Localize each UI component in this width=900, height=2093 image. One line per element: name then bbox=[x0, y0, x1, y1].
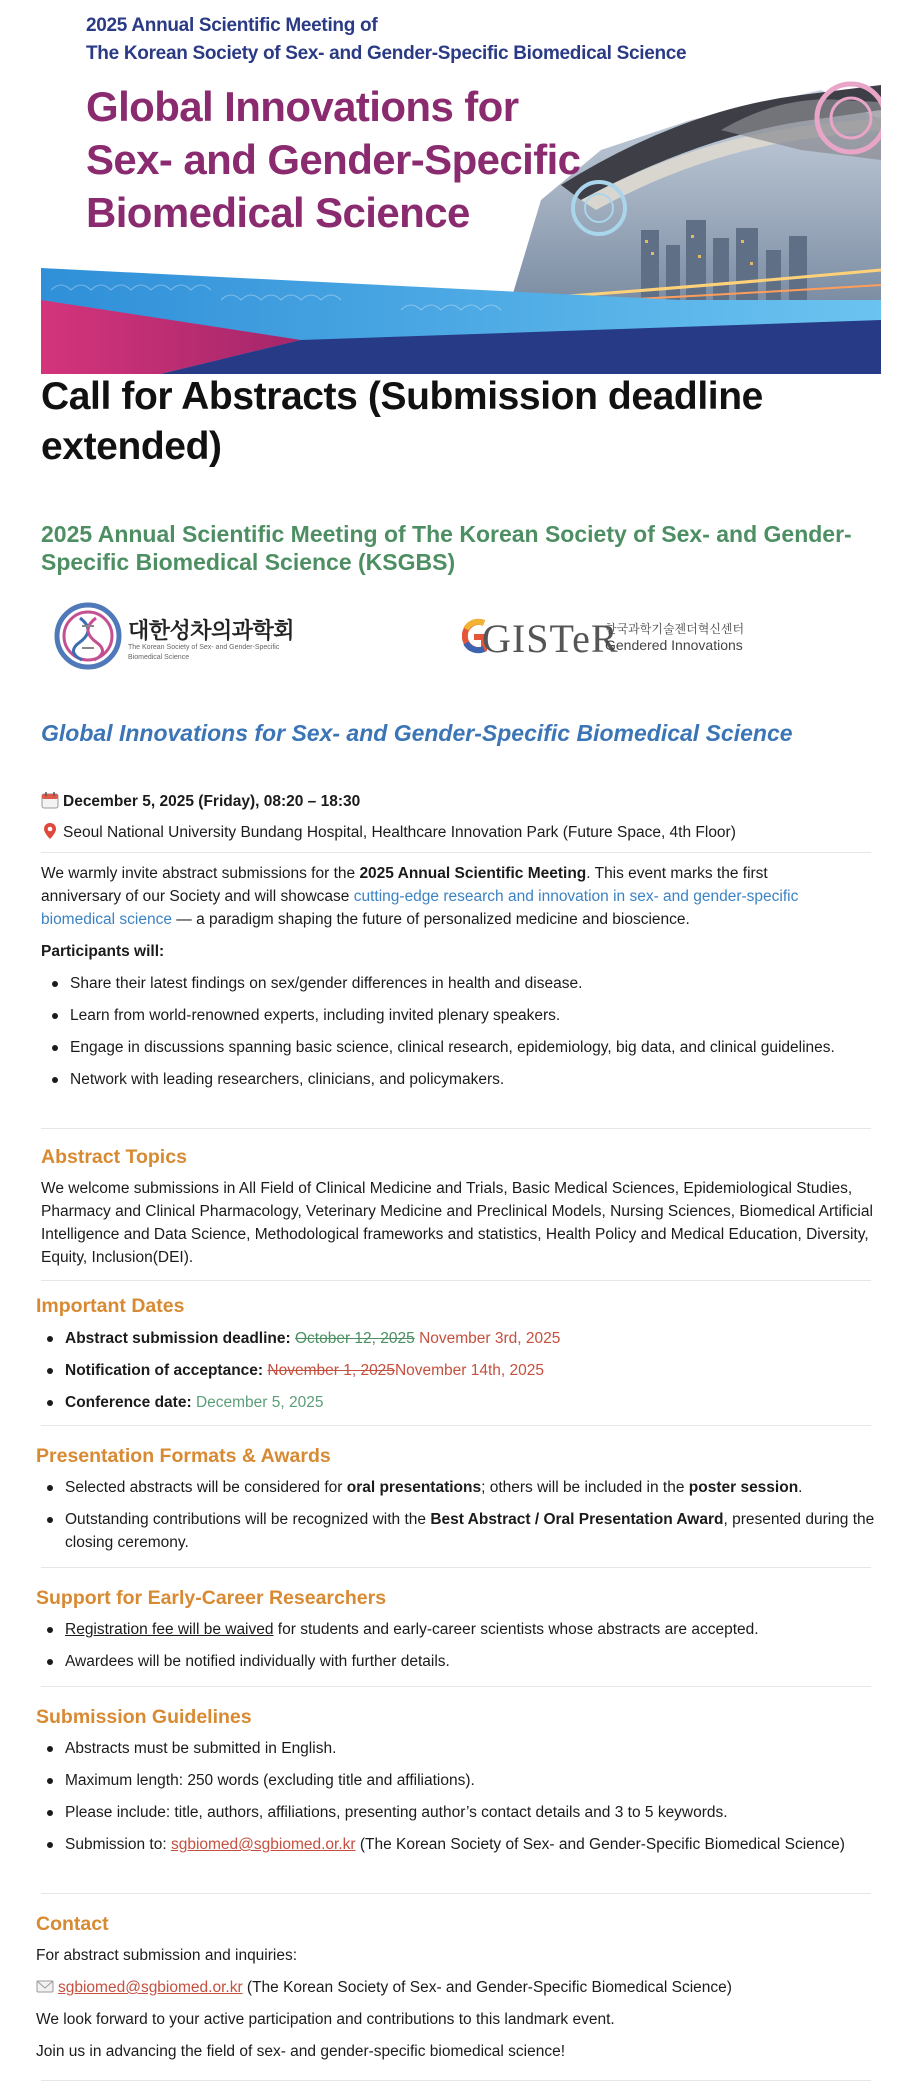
divider bbox=[41, 852, 871, 853]
notification-new-date: November 14th, 2025 bbox=[394, 1362, 545, 1379]
section-title-submission-guidelines: Submission Guidelines bbox=[36, 1706, 252, 1728]
list-item-emphasis: oral presentations bbox=[346, 1479, 482, 1496]
tagline: Global Innovations for Sex- and Gender-Specific Biomedical Science bbox=[41, 720, 793, 746]
list-item: Maximum length: 250 words (excluding title and affiliations). bbox=[36, 1769, 876, 1792]
gister-logo-english: Gendered Innovations bbox=[605, 637, 743, 653]
formats-list bbox=[36, 1476, 876, 1554]
divider bbox=[41, 1280, 871, 1281]
list-item-text: . bbox=[798, 1479, 803, 1496]
list-item: Learn from world-renowned experts, including invited plenary speakers. bbox=[41, 1004, 871, 1027]
intro-paragraph-line2 bbox=[41, 885, 871, 908]
list-item-text: Outstanding contributions will be recognized with the bbox=[65, 1511, 431, 1528]
guidelines-list bbox=[36, 1737, 876, 1856]
fee-waiver-text: Registration fee will be waived bbox=[65, 1621, 274, 1638]
intro-meeting-name: 2025 Annual Scientific Meeting bbox=[359, 865, 587, 882]
conference-label: Conference date: bbox=[65, 1394, 192, 1411]
closing-line1: We look forward to your active participation and contributions to this landmark event. bbox=[36, 2011, 615, 2028]
intro-text: anniversary of our Society and will showcase bbox=[41, 888, 354, 905]
list-item: Abstracts must be submitted in English. bbox=[36, 1737, 876, 1760]
gister-logo-korean: 한국과학기술젠더혁신센터 bbox=[605, 622, 745, 636]
notification-label: Notification of acceptance: bbox=[65, 1362, 264, 1379]
divider bbox=[41, 1425, 871, 1426]
banner-headline bbox=[86, 80, 580, 239]
intro-highlight: biomedical science bbox=[41, 911, 172, 928]
list-item-emphasis: Best Abstract / Oral Presentation Award bbox=[430, 1511, 724, 1528]
list-item bbox=[36, 1508, 876, 1554]
support-list bbox=[36, 1618, 876, 1673]
section-title-abstract-topics: Abstract Topics bbox=[41, 1146, 187, 1168]
list-item-text: Selected abstracts will be considered for bbox=[65, 1479, 347, 1496]
list-item-text: ; others will be included in the bbox=[481, 1479, 689, 1496]
list-item: Please include: title, authors, affiliations, presenting author’s contact details and 3 to 5 keywords. bbox=[36, 1801, 876, 1824]
divider bbox=[41, 1128, 871, 1129]
banner-headline-line1: Global Innovations for bbox=[86, 83, 519, 130]
ksgbs-logo-english: The Korean Society of Sex- and Gender-Specific Biomedical Science bbox=[128, 644, 280, 661]
gister-logo-word-text: GISTeR bbox=[482, 616, 619, 661]
envelope-icon bbox=[36, 1977, 54, 1995]
list-item-notification bbox=[36, 1359, 876, 1382]
section-title-presentation-formats: Presentation Formats & Awards bbox=[36, 1445, 331, 1467]
divider bbox=[41, 1686, 871, 1687]
contact-email-line bbox=[36, 1976, 866, 1999]
list-item: Engage in discussions spanning basic science, clinical research, epidemiology, big data, and clinical guidelines. bbox=[41, 1036, 841, 1059]
participants-list bbox=[41, 972, 871, 1091]
intro-highlight: cutting-edge research and innovation in sex- and gender-specific bbox=[353, 888, 799, 905]
divider bbox=[41, 1567, 871, 1568]
conference-date: December 5, 2025 bbox=[195, 1394, 324, 1411]
notification-old-date: November 1, 2025 bbox=[267, 1362, 395, 1379]
section-title-contact: Contact bbox=[36, 1913, 109, 1935]
divider bbox=[41, 1893, 871, 1894]
deadline-old-date: October 12, 2025 bbox=[294, 1330, 415, 1347]
event-date bbox=[41, 790, 871, 813]
list-item-text: (The Korean Society of Sex- and Gender-Specific Biomedical Science) bbox=[355, 1836, 845, 1853]
list-item: Awardees will be notified individually with further details. bbox=[36, 1650, 876, 1673]
event-date-text: December 5, 2025 (Friday), 08:20 – 18:30 bbox=[63, 793, 361, 810]
intro-paragraph-line1 bbox=[41, 862, 871, 885]
divider bbox=[41, 2080, 871, 2081]
section-title-important-dates: Important Dates bbox=[36, 1295, 185, 1317]
list-item bbox=[36, 1476, 876, 1499]
list-item: Network with leading researchers, clinicians, and policymakers. bbox=[41, 1068, 871, 1091]
event-venue bbox=[41, 821, 871, 844]
contact-intro: For abstract submission and inquiries: bbox=[36, 1947, 298, 1964]
intro-paragraph-line3 bbox=[41, 908, 871, 931]
location-pin-icon bbox=[41, 822, 59, 840]
list-item-text: Submission to: bbox=[65, 1836, 171, 1853]
list-item: Share their latest findings on sex/gender differences in health and disease. bbox=[41, 972, 871, 995]
banner-meeting-line2: The Korean Society of Sex- and Gender-Specific Biomedical Science bbox=[86, 43, 687, 64]
submission-email-link[interactable]: sgbiomed@sgbiomed.or.kr bbox=[170, 1836, 356, 1853]
list-item bbox=[36, 1618, 876, 1641]
calendar-icon bbox=[41, 791, 59, 809]
deadline-new-date: November 3rd, 2025 bbox=[419, 1330, 561, 1347]
deadline-label: Abstract submission deadline: bbox=[65, 1330, 291, 1347]
intro-text: — a paradigm shaping the future of personalized medicine and bioscience. bbox=[171, 911, 690, 928]
important-dates-list bbox=[36, 1327, 876, 1414]
list-item-emphasis: poster session bbox=[688, 1479, 799, 1496]
closing-line2: Join us in advancing the field of sex- and gender-specific biomedical science! bbox=[36, 2043, 566, 2060]
intro-text: We warmly invite abstract submissions for the bbox=[41, 865, 360, 882]
page-title: Call for Abstracts (Submission deadline extended) bbox=[41, 375, 763, 468]
contact-org: (The Korean Society of Sex- and Gender-Specific Biomedical Science) bbox=[242, 1979, 732, 1996]
event-venue-text: Seoul National University Bundang Hospital, Healthcare Innovation Park (Future Space, 4th Floor) bbox=[63, 824, 736, 841]
intro-text: . This event marks the first bbox=[586, 865, 768, 882]
banner-meeting-title bbox=[86, 12, 686, 68]
list-item-text: for students and early-career scientists whose abstracts are accepted. bbox=[273, 1621, 759, 1638]
ksgbs-logo-korean: 대한성차의과학회 bbox=[128, 618, 295, 643]
participants-label: Participants will: bbox=[41, 943, 165, 960]
list-item bbox=[36, 1833, 876, 1856]
list-item-conference bbox=[36, 1391, 876, 1414]
banner-headline-line3: Biomedical Science bbox=[86, 189, 470, 236]
section-title-early-career-support: Support for Early-Career Researchers bbox=[36, 1587, 387, 1609]
banner-headline-line2: Sex- and Gender-Specific bbox=[86, 136, 581, 183]
event-heading: 2025 Annual Scientific Meeting of The Korean Society of Sex- and Gender-Specific Biomedical Science (KSGBS) bbox=[41, 521, 852, 575]
list-item-text: , presented during the closing ceremony. bbox=[65, 1511, 875, 1551]
banner-image bbox=[41, 0, 881, 374]
banner-meeting-line1: 2025 Annual Scientific Meeting of bbox=[86, 15, 378, 36]
contact-email-link[interactable]: sgbiomed@sgbiomed.or.kr bbox=[58, 1979, 243, 1996]
abstract-topics-text: We welcome submissions in All Field of Clinical Medicine and Trials, Basic Medical Sciences, Epidemiological Studies, Pharmacy and Clinical Pharmacology, Veterinary Medicine and Preclinical Models, Nursing Sciences, Biomedical Artificial Intelligence and Data Science, Methodological frameworks and statistics, Health Policy and Medical Education, Diversity, Equity, Inclusion(DEI). bbox=[41, 1180, 873, 1266]
gister-logo-word bbox=[482, 615, 619, 662]
list-item-deadline bbox=[36, 1327, 876, 1350]
